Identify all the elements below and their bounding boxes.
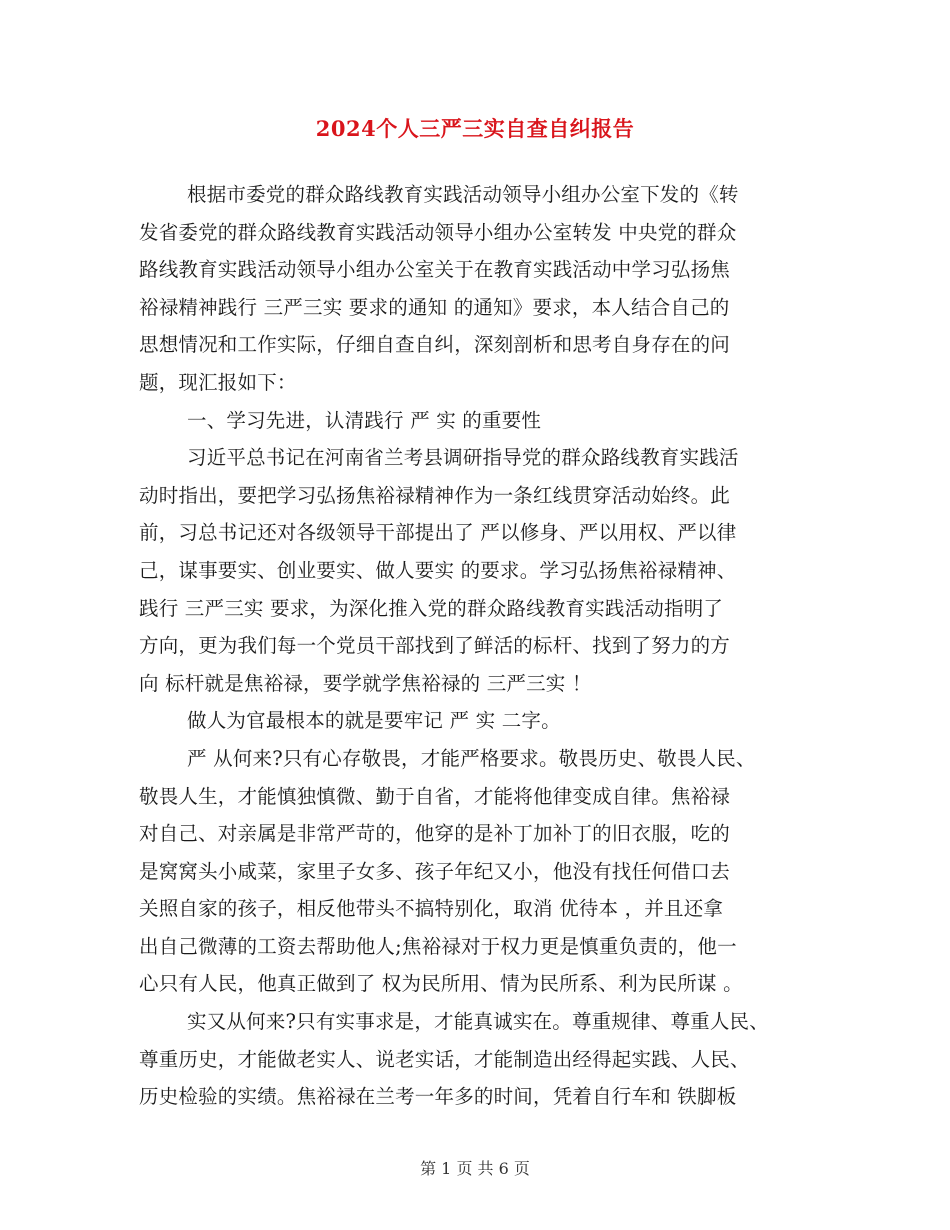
document-title: 2024个人三严三实自查自纠报告 <box>315 116 635 141</box>
paragraph-line: 严 从何来?只有心存敬畏，才能严格要求。敬畏历史、敬畏人民、 <box>187 746 756 770</box>
paragraph-line: 践行 三严三实 要求，为深化推入党的群众路线教育实践活动指明了 <box>139 596 724 620</box>
paragraph-line: 向 标杆就是焦裕禄，要学就学焦裕禄的 三严三实 ！ <box>139 671 592 695</box>
paragraph-line: 动时指出，要把学习弘扬焦裕禄精神作为一条红线贯穿活动始终。此 <box>139 483 731 507</box>
document-body <box>139 176 819 1116</box>
page-number-footer: 第 1 页 共 6 页 <box>420 1159 530 1178</box>
paragraph-line: 历史检验的实绩。焦裕禄在兰考一年多的时间，凭着自行车和 铁脚板 <box>139 1085 737 1109</box>
paragraph-line: 对自己、对亲属是非常严苛的，他穿的是补丁加补丁的旧衣服，吃的 <box>139 822 731 846</box>
paragraph-line: 路线教育实践活动领导小组办公室关于在教育实践活动中学习弘扬焦 <box>139 258 731 282</box>
paragraph-line: 做人为官最根本的就是要牢记 严 实 二字。 <box>187 709 561 733</box>
paragraph-line: 前，习总书记还对各级领导干部提出了 严以修身、严以用权、严以律 <box>139 521 737 545</box>
paragraph-line: 根据市委党的群众路线教育实践活动领导小组办公室下发的《转 <box>187 183 739 206</box>
paragraph-line: 己，谋事要实、创业要实、做人要实 的要求。学习弘扬焦裕禄精神、 <box>139 558 737 582</box>
section-heading: 一、学习先进，认清践行 严 实 的重要性 <box>187 408 542 432</box>
paragraph-line: 心只有人民，他真正做到了 权为民所用、情为民所系、利为民所谋 。 <box>139 972 743 996</box>
paragraph-line: 出自己微薄的工资去帮助他人;焦裕禄对于权力更是慎重负责的，他一 <box>139 934 737 958</box>
paragraph-line: 题，现汇报如下： <box>139 370 297 394</box>
paragraph-line: 敬畏人生，才能慎独慎微、勤于自省，才能将他律变成自律。焦裕禄 <box>139 784 731 808</box>
paragraph-line: 裕禄精神践行 三严三实 要求的通知 的通知》要求，本人结合自己的 <box>139 295 730 319</box>
paragraph-line: 是窝窝头小咸菜，家里子女多、孩子年纪又小，他没有找任何借口去 <box>139 859 731 883</box>
paragraph-line: 关照自家的孩子，相反他带头不搞特别化，取消 优待本 ，并且还拿 <box>139 897 724 921</box>
paragraph-line: 方向，更为我们每一个党员干部找到了鲜活的标杆、找到了努力的方 <box>139 634 731 658</box>
paragraph-line: 习近平总书记在河南省兰考县调研指导党的群众路线教育实践活 <box>187 446 739 470</box>
paragraph-line: 发省委党的群众路线教育实践活动领导小组办公室转发 中央党的群众 <box>139 220 737 244</box>
paragraph-line: 实又从何来?只有实事求是，才能真诚实在。尊重规律、尊重人民、 <box>187 1010 769 1034</box>
paragraph-line: 思想情况和工作实际，仔细自查自纠，深刻剖析和思考自身存在的问 <box>139 333 731 357</box>
paragraph-line: 尊重历史，才能做老实人、说老实话，才能制造出经得起实践、人民、 <box>139 1047 750 1071</box>
